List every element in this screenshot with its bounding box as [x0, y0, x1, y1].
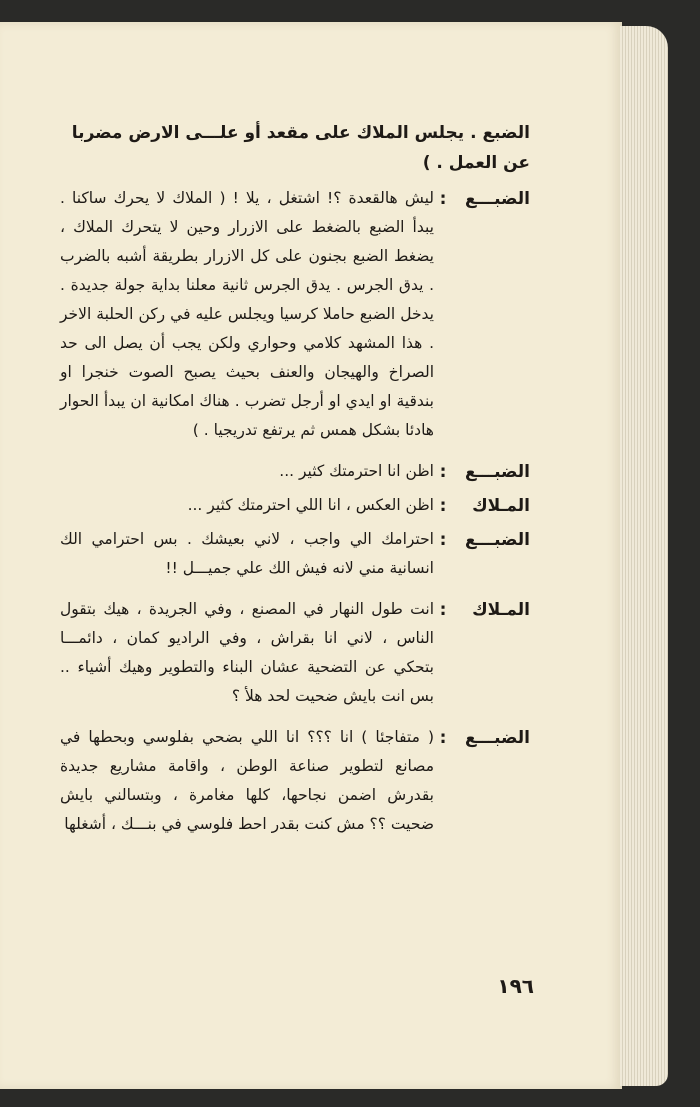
speaker-colon: :	[439, 728, 447, 748]
speaker-name: الضبـــع	[465, 462, 530, 482]
speaker-name: الضبـــع	[465, 530, 530, 550]
speech-text: ليش هالقعدة ؟! اشتغل ، يلا ! ( الملاك لا يحرك ساكنا . يبدأ الضبع بالضغط على الازرار وحين لا يتحرك الملاك ، يضغط الضبع بجنون على كل الازرار بطريقة أشبه بالضرب . يدق الجرس . يدق الجرس ثانية معلنا بداية جولة جديدة . يدخل الضبع حاملا كرسيا ويجلس عليه في ركن الحلبة الاخر . هذا المشهد كلامي وحواري ولكن يجب أن يصل الى حد الصراخ والهيجان والعنف بحيث يصبح الصوت خنجرا او بندقية او ايدي او أرجل تضرب . هناك امكانية ان يبدأ الحوار هادئا بشكل همس ثم يرتفع تدريجيا . )	[60, 189, 434, 439]
speaker-colon: :	[439, 600, 447, 620]
speech-text: ( متفاجئا ) انا ؟؟؟ انا اللي بضحي بفلوسي وبحطها في مصانع لتطوير صناعة الوطن ، واقامة مشاريع جديدة بقدرش اضمن نجاحها، كلها مغامرة ، وبتسالني بايش ضحيت ؟؟ مش كنت بقدر احط فلوسي في بنـــك ، أشغلها	[60, 728, 434, 833]
speech-text: اظن انا احترمتك كثير ...	[279, 462, 434, 480]
page-number: ١٩٦	[497, 974, 534, 998]
speaker-name: المـلاك	[472, 600, 530, 620]
speaker-colon: :	[439, 462, 447, 482]
speaker-colon: :	[439, 496, 447, 516]
dialogue-entry	[60, 184, 530, 445]
speaker-name: الضبـــع	[465, 728, 530, 748]
stage-direction: الضبع . يجلس الملاك على مقعد أو علـــى الارض مضربا عن العمل . )	[71, 123, 530, 173]
dialogue-entry	[60, 595, 530, 711]
speech-text: احترامك الي واجب ، لاني بعيشك . بس احترامي الك انسانية مني لانه فيش الك علي جميـــل !!	[60, 530, 434, 577]
speech-text: انت طول النهار في المصنع ، وفي الجريدة ، هيك بتقول الناس ، لاني انا بقراش ، وفي الراديو كمان ، دائمـــا بتحكي عن التضحية عشان البناء والتطوير وهيك أشياء .. بس انت بايش ضحيت لحد هلأ ؟	[60, 600, 434, 705]
script-text	[60, 118, 530, 843]
dialogue-entry	[60, 457, 530, 487]
speaker-name: المـلاك	[472, 496, 530, 516]
dialogue-entry	[60, 723, 530, 839]
page-edges	[620, 26, 668, 1086]
dialogue-entry	[60, 491, 530, 521]
speech-text: اظن العكس ، انا اللي احترمتك كثير ...	[187, 496, 434, 514]
speaker-colon: :	[439, 530, 447, 550]
speaker-colon: :	[439, 189, 447, 209]
dialogue-entry	[60, 525, 530, 583]
speaker-name: الضبـــع	[465, 189, 530, 209]
